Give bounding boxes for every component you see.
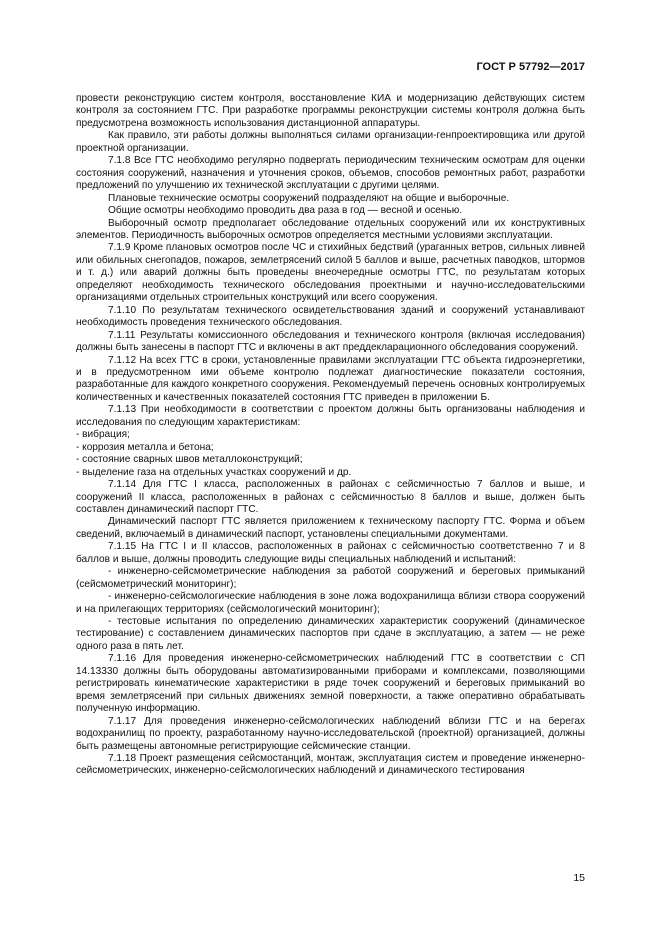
paragraph: 7.1.10 По результатам технического освидетельствования зданий и сооружений устанавливают необходимость проведения технического обследования. — [76, 304, 585, 329]
document-header: ГОСТ Р 57792—2017 — [476, 61, 585, 73]
paragraph: 7.1.12 На всех ГТС в сроки, установленные правилами эксплуатации ГТС объекта гидроэнергетики, и в предусмотренном ими объеме контролю подлежат диагностические показатели состояния, разработанные для каждого конкретного сооружения. Рекомендуемый перечень основных контролируемых количественных и качественных показателей состояния ГТС приведен в приложении Б. — [76, 354, 585, 403]
paragraph: 7.1.18 Проект размещения сейсмостанций, монтаж, эксплуатация систем и проведение инженерно-сейсмометрических, инженерно-сейсмологических наблюдений и динамического тестирования — [76, 753, 585, 777]
paragraph: - инженерно-сейсмометрические наблюдения за работой сооружений и береговых примыканий (сейсмометрический мониторинг); — [76, 566, 585, 590]
paragraph: Общие осмотры необходимо проводить два раза в год — весной и осенью. — [108, 205, 463, 217]
paragraph: провести реконструкцию систем контроля, восстановление КИА и модернизацию действующих систем контроля за состоянием ГТС. При разработке программы реконструкции системы контроля должна быть предусмотрена возможность использования дистанционной аппаратуры. — [76, 93, 585, 129]
document-body — [76, 93, 585, 778]
paragraph: - тестовые испытания по определению динамических характеристик сооружений (динамическое тестирование) с составлением динамических паспортов при сдаче в эксплуатацию, а затем — не реже одного раза в пять лет. — [76, 616, 585, 652]
paragraph: 7.1.15 На ГТС I и II классов, расположенных в районах с сейсмичностью соответственно 7 и 8 баллов и выше, должны проводить следующие виды специальных наблюдений и испытаний: — [76, 541, 585, 565]
paragraph: 7.1.9 Кроме плановых осмотров после ЧС и стихийных бедствий (ураганных ветров, сильных ливней или обильных снегопадов, пожаров, землетрясений силой 5 баллов и выше, расчетных паводков, штормов и т. д.) или аварий должны быть проведены внеочередные осмотры ГТС, по результатам которых определяют необходимость технического обследования проектными и научно-исследовательскими организациями отдельных строительных конструкций или всего сооружения. — [76, 242, 585, 304]
paragraph: - инженерно-сейсмологические наблюдения в зоне ложа водохранилища вблизи створа сооружений и на прилегающих территориях (сейсмологический мониторинг); — [76, 591, 585, 615]
list-item: - коррозия металла и бетона; — [76, 441, 214, 453]
paragraph: 7.1.17 Для проведения инженерно-сейсмологических наблюдений вблизи ГТС и на берегах водохранилищ по проекту, разработанному научно-исследовательской (проектной) организацией, должны быть размещены автономные регистрирующие сейсмические станции. — [76, 715, 585, 752]
paragraph: Выборочный осмотр предполагает обследование отдельных сооружений или их конструктивных элементов. Периодичность выборочных осмотров определяется местными условиями эксплуатации. — [76, 217, 585, 241]
paragraph: Как правило, эти работы должны выполняться силами организации-генпроектировщика или другой проектной организации. — [76, 130, 585, 154]
paragraph: 7.1.8 Все ГТС необходимо регулярно подвергать периодическим техническим осмотрам для оценки состояния сооружений, назначения и уточнения сроков, объемов, способов ремонтных работ, разработки предложений по улучшению их технической эксплуатации с другими целями. — [76, 155, 585, 192]
paragraph: Динамический паспорт ГТС является приложением к техническому паспорту ГТС. Форма и объем сведений, включаемый в динамический паспорт, установлены специальными документами. — [76, 516, 585, 540]
list-item: - вибрация; — [76, 429, 130, 441]
paragraph: 7.1.16 Для проведения инженерно-сейсмометрических наблюдений ГТС в соответствии с СП 14.13330 должны быть оборудованы автоматизированными приборами и комплексами, позволяющими регистрировать кинематические характеристики в ряде точек сооружений и береговых примыканий во время землетрясений при сильных движениях земной поверхности, а также оперативно обрабатывать полученную информацию. — [76, 653, 585, 715]
list-item: - состояние сварных швов металлоконструкций; — [76, 454, 303, 466]
paragraph: 7.1.14 Для ГТС I класса, расположенных в районах с сейсмичностью 7 баллов и выше, и сооружений II класса, расположенных в районах с сейсмичностью 8 баллов и выше, должен быть составлен динамический паспорт ГТС. — [76, 479, 585, 515]
page-number: 15 — [573, 872, 585, 884]
list-item: - выделение газа на отдельных участках сооружений и др. — [76, 466, 352, 478]
paragraph: 7.1.13 При необходимости в соответствии с проектом должны быть организованы наблюдения и исследования по следующим характеристикам: — [76, 404, 585, 428]
paragraph: Плановые технические осмотры сооружений подразделяют на общие и выборочные. — [108, 192, 510, 204]
paragraph: 7.1.11 Результаты комиссионного обследования и технического контроля (включая исследования) должны быть занесены в паспорт ГТС и включены в акт преддекларационного обследования сооружений. — [76, 329, 585, 354]
